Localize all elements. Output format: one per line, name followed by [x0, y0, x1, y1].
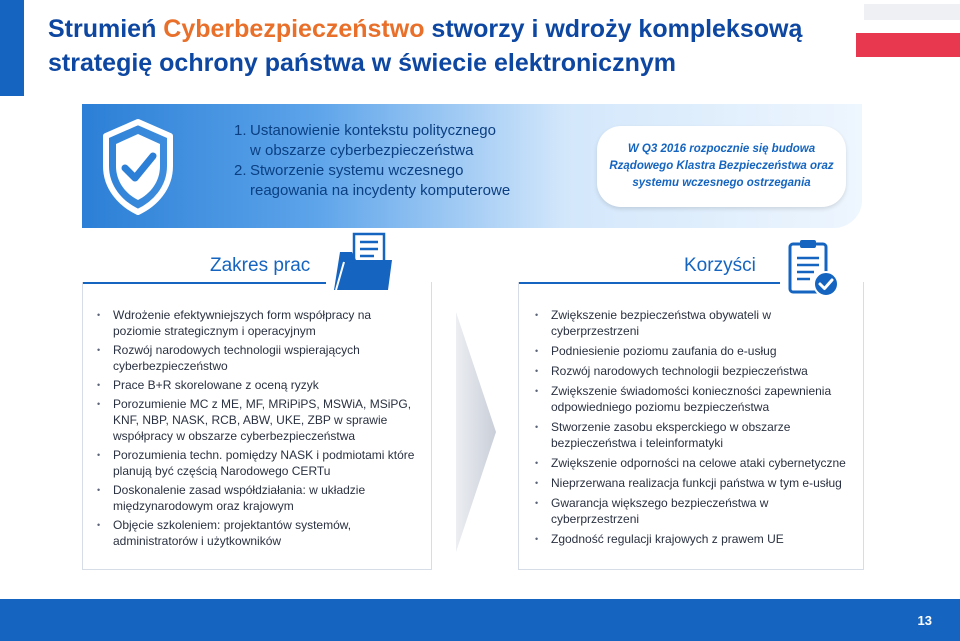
scope-list — [95, 307, 415, 552]
benefit-item: • Zwiększenie świadomości konieczności zapewnienia odpowiedniego poziomu bezpieczeństwa — [533, 383, 858, 415]
objective-item-1 — [234, 121, 554, 161]
scope-item: • Doskonalenie zasad współdziałania: w układzie międzynarodowym oraz krajowym — [95, 482, 415, 514]
objective-item-2 — [234, 161, 554, 201]
benefit-item: • Zgodność regulacji krajowych z prawem UE — [533, 531, 858, 547]
left-accent-bar — [0, 0, 24, 96]
milestone-callout: W Q3 2016 rozpocznie się budowa Rządowego Klastra Bezpieczeństwa oraz systemu wczesnego ostrzegania — [597, 126, 846, 207]
objective-number: 2. — [234, 162, 247, 179]
page-title — [48, 12, 848, 80]
benefit-item: • Gwarancja większego bezpieczeństwa w cyberprzestrzeni — [533, 495, 858, 527]
scope-item: • Porozumienie MC z ME, MF, MRiPiPS, MSWiA, MSiPG, KNF, NBP, NASK, RCB, ABW, UKE, ZBP w sprawie współpracy w obszarze cyberbezpieczeństwa — [95, 396, 415, 444]
benefit-item: • Podniesienie poziomu zaufania do e-usług — [533, 343, 858, 359]
scope-title: Zakres prac — [210, 255, 311, 276]
objective-line-2: reagowania na incydenty komputerowe — [250, 182, 511, 199]
title-accent: Cyberbezpieczeństwo — [163, 15, 425, 43]
objective-line-2: w obszarze cyberbezpieczeństwa — [250, 142, 474, 159]
benefits-list — [533, 307, 858, 551]
shield-check-icon — [100, 116, 176, 216]
objective-number: 1. — [234, 122, 247, 139]
benefits-title: Korzyści — [684, 255, 756, 276]
page-number: 13 — [917, 613, 932, 628]
decor-stripe-red — [856, 33, 960, 57]
benefit-item: • Zwiększenie bezpieczeństwa obywateli w cyberprzestrzeni — [533, 307, 858, 339]
footer-bar — [0, 599, 960, 641]
benefit-item: • Nieprzerwana realizacja funkcji państwa w tym e-usług — [533, 475, 858, 491]
scope-item: • Rozwój narodowych technologii wspierających cyberbezpieczeństwo — [95, 342, 415, 374]
scope-item: • Objęcie szkoleniem: projektantów systemów, administratorów i użytkowników — [95, 517, 415, 549]
scope-item: • Wdrożenie efektywniejszych form współpracy na poziomie strategicznym i operacyjnym — [95, 307, 415, 339]
objective-line-1: Stworzenie systemu wczesnego — [250, 162, 464, 179]
chevron-arrow-icon — [452, 312, 500, 552]
benefit-item: • Zwiększenie odporności na celowe ataki cybernetyczne — [533, 455, 858, 471]
benefit-item: • Rozwój narodowych technologii bezpieczeństwa — [533, 363, 858, 379]
title-part-2: stworzy i wdroży kompleksową strategię ochrony państwa w świecie elektronicznym — [48, 15, 803, 77]
objectives-list — [234, 121, 554, 201]
title-part-1: Strumień — [48, 15, 164, 43]
benefit-item: • Stworzenie zasobu eksperckiego w obszarze bezpieczeństwa i teleinformatyki — [533, 419, 858, 451]
scope-item: • Prace B+R skorelowane z oceną ryzyk — [95, 377, 415, 393]
decor-stripe-top — [864, 4, 960, 20]
scope-item: • Porozumienia techn. pomiędzy NASK i podmiotami które planują być częścią Narodowego CERTu — [95, 447, 415, 479]
objective-line-1: Ustanowienie kontekstu politycznego — [250, 122, 496, 139]
